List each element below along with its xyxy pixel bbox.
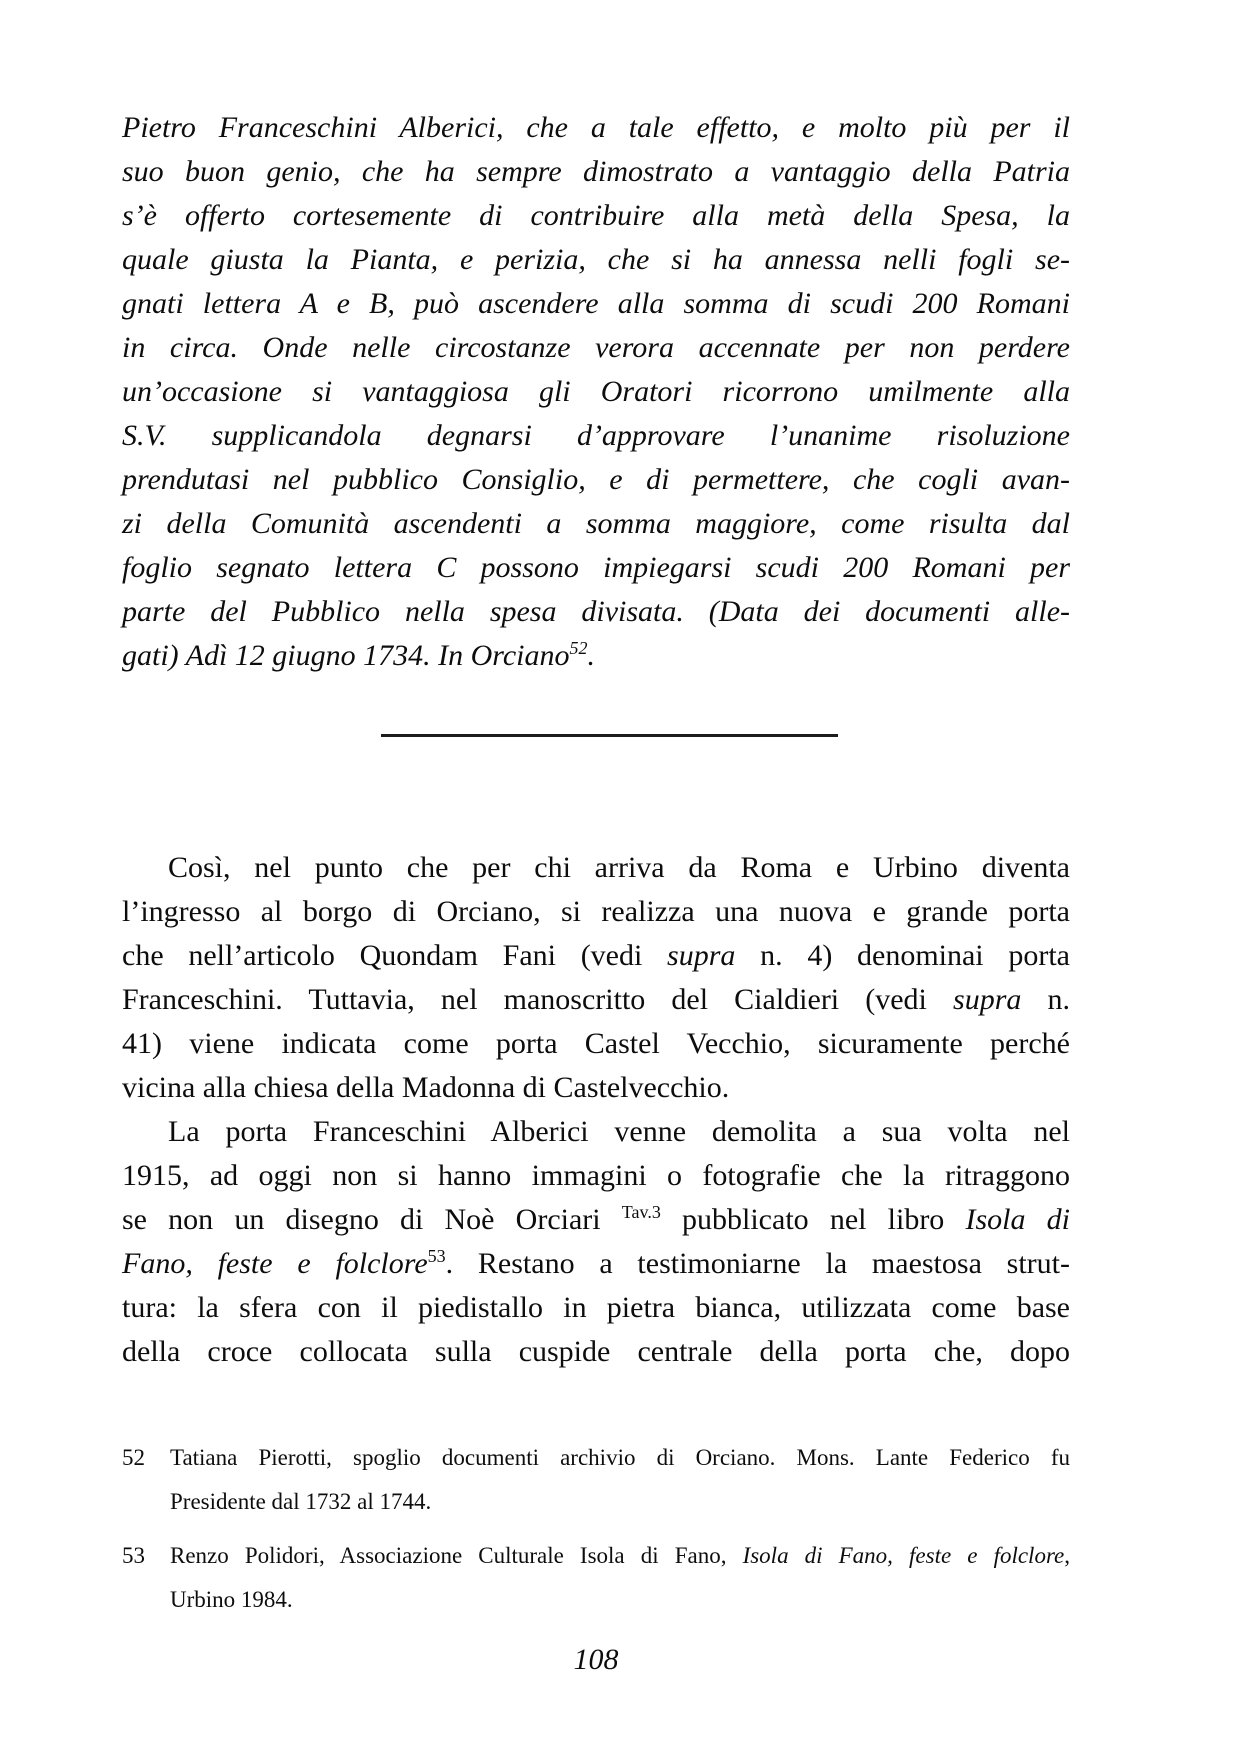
text-segment: della croce collocata sulla cuspide centrale della porta che, dopo bbox=[122, 1335, 1070, 1368]
text-line bbox=[122, 934, 1070, 978]
text-line bbox=[122, 1110, 1070, 1154]
text-line bbox=[122, 458, 1070, 502]
text-line bbox=[122, 1330, 1070, 1374]
footnotes bbox=[122, 1436, 1070, 1632]
text-segment: Fano, feste e folclore bbox=[122, 1247, 428, 1280]
text-line bbox=[122, 1198, 1070, 1242]
text-segment: s’è offerto cortesemente di contribuire alla metà della Spesa, la bbox=[122, 199, 1070, 232]
text-segment: Pietro Franceschini Alberici, che a tale effetto, e molto più per il bbox=[122, 111, 1070, 144]
text-segment: se non un disegno di Noè Orciari bbox=[122, 1203, 622, 1236]
footnote-reference: 53 bbox=[427, 1246, 446, 1266]
text-line bbox=[122, 414, 1070, 458]
text-segment: Urbino 1984. bbox=[170, 1587, 293, 1612]
text-segment: 41) viene indicata come porta Castel Vecchio, sicuramente perché bbox=[122, 1027, 1070, 1060]
text-segment: zi della Comunità ascendenti a somma maggiore, come risulta dal bbox=[122, 507, 1070, 540]
text-segment: pubblicato nel libro bbox=[660, 1203, 966, 1236]
page-number: 108 bbox=[573, 1643, 619, 1676]
text-line bbox=[122, 1022, 1070, 1066]
footnote-number: 53 bbox=[122, 1543, 145, 1568]
footnote-reference: 52 bbox=[569, 638, 588, 658]
text-segment: prendutasi nel pubblico Consiglio, e di permettere, che cogli avan- bbox=[122, 463, 1070, 496]
text-segment: , bbox=[1064, 1543, 1070, 1568]
text-segment: suo buon genio, che ha sempre dimostrato a vantaggio della Patria bbox=[122, 155, 1070, 188]
text-line bbox=[122, 634, 1070, 678]
text-line bbox=[122, 502, 1070, 546]
text-line bbox=[170, 1578, 1070, 1622]
text-segment: Isola di Fano, feste e folclore bbox=[742, 1543, 1065, 1568]
text-line bbox=[122, 846, 1070, 890]
paragraph bbox=[122, 1110, 1070, 1374]
text-segment: n. 4) denominai porta bbox=[735, 939, 1070, 972]
text-segment: foglio segnato lettera C possono impiegarsi scudi 200 Romani per bbox=[122, 551, 1070, 584]
paragraph bbox=[122, 846, 1070, 1110]
text-segment: che nell’articolo Quondam Fani (vedi bbox=[122, 939, 668, 972]
text-line bbox=[122, 1154, 1070, 1198]
text-segment: S.V. supplicandola degnarsi d’approvare l’unanime risoluzione bbox=[122, 419, 1070, 452]
text-segment: . bbox=[587, 639, 595, 672]
text-line bbox=[170, 1534, 1070, 1578]
text-segment: gnati lettera A e B, può ascendere alla somma di scudi 200 Romani bbox=[122, 287, 1070, 320]
text-line bbox=[122, 326, 1070, 370]
text-segment: un’occasione si vantaggiosa gli Oratori ricorrono umilmente alla bbox=[122, 375, 1070, 408]
text-line bbox=[122, 546, 1070, 590]
text-segment: Renzo Polidori, Associazione Culturale Isola di Fano, bbox=[170, 1543, 743, 1568]
text-segment: supra bbox=[953, 983, 1022, 1016]
text-segment: vicina alla chiesa della Madonna di Castelvecchio. bbox=[122, 1071, 730, 1104]
text-line bbox=[122, 1286, 1070, 1330]
text-segment: gati) Adì 12 giugno 1734. In Orciano bbox=[122, 639, 570, 672]
section-separator-rule bbox=[381, 734, 838, 737]
text-segment: Franceschini. Tuttavia, nel manoscritto del Cialdieri (vedi bbox=[122, 983, 954, 1016]
text-line bbox=[122, 978, 1070, 1022]
text-line bbox=[170, 1480, 1070, 1524]
text-line bbox=[122, 1066, 1070, 1110]
footnote bbox=[122, 1534, 1070, 1622]
text-segment: l’ingresso al borgo di Orciano, si realizza una nuova e grande porta bbox=[122, 895, 1070, 928]
footnote-reference: Tav.3 bbox=[621, 1202, 661, 1222]
text-line bbox=[122, 150, 1070, 194]
text-segment: n. bbox=[1021, 983, 1070, 1016]
quote-paragraph bbox=[122, 106, 1070, 678]
body-text bbox=[122, 846, 1070, 1374]
text-line bbox=[122, 282, 1070, 326]
text-segment: Presidente dal 1732 al 1744. bbox=[170, 1489, 432, 1514]
text-segment: Tatiana Pierotti, spoglio documenti archivio di Orciano. Mons. Lante Federico fu bbox=[170, 1445, 1070, 1470]
text-line bbox=[122, 238, 1070, 282]
text-segment: Isola di bbox=[965, 1203, 1070, 1236]
text-line bbox=[122, 1242, 1070, 1286]
text-segment: La porta Franceschini Alberici venne demolita a sua volta nel bbox=[168, 1115, 1070, 1148]
text-segment: 1915, ad oggi non si hanno immagini o fotografie che la ritraggono bbox=[122, 1159, 1070, 1192]
text-segment: quale giusta la Pianta, e perizia, che si ha annessa nelli fogli se- bbox=[122, 243, 1070, 276]
text-line bbox=[122, 194, 1070, 238]
footnote-number: 52 bbox=[122, 1445, 145, 1470]
text-segment: in circa. Onde nelle circostanze verora accennate per non perdere bbox=[122, 331, 1070, 364]
text-line bbox=[122, 590, 1070, 634]
text-line bbox=[170, 1436, 1070, 1480]
footnote bbox=[122, 1436, 1070, 1524]
text-segment: . Restano a testimoniarne la maestosa strut- bbox=[445, 1247, 1070, 1280]
text-segment: tura: la sfera con il piedistallo in pietra bianca, utilizzata come base bbox=[122, 1291, 1070, 1324]
text-segment: parte del Pubblico nella spesa divisata. (Data dei documenti alle- bbox=[122, 595, 1070, 628]
text-line bbox=[122, 106, 1070, 150]
text-line bbox=[122, 890, 1070, 934]
text-segment: Così, nel punto che per chi arriva da Roma e Urbino diventa bbox=[168, 851, 1070, 884]
text-line bbox=[122, 370, 1070, 414]
text-segment: supra bbox=[667, 939, 736, 972]
